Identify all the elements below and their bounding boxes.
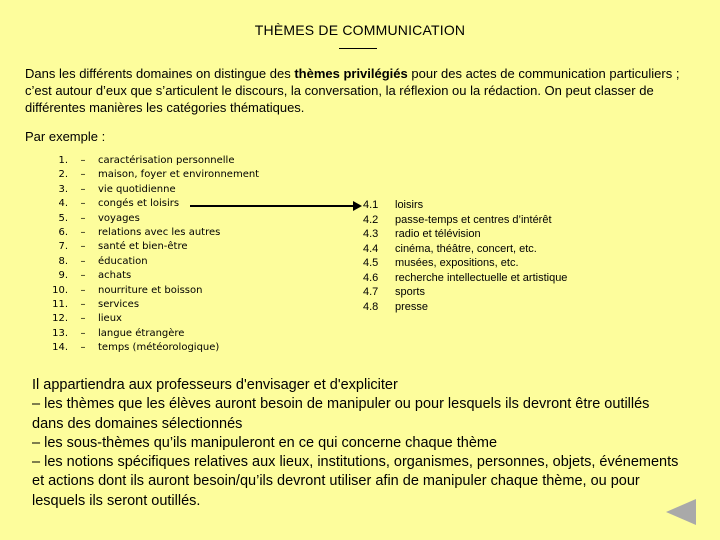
- theme-label: nourriture et boisson: [98, 284, 203, 296]
- example-label: Par exemple :: [25, 129, 106, 144]
- theme-label: caractérisation personnelle: [98, 155, 235, 166]
- subtheme-number: 4.1: [363, 199, 379, 211]
- subtheme-item: [363, 300, 567, 315]
- subtheme-label: presse: [395, 300, 429, 313]
- subtheme-label: cinéma, théâtre, concert, etc.: [395, 242, 537, 255]
- theme-label: langue étrangère: [98, 327, 185, 339]
- theme-number: 6.: [58, 226, 68, 238]
- theme-item: [40, 327, 259, 341]
- theme-label: relations avec les autres: [98, 226, 221, 238]
- theme-item: [40, 341, 259, 355]
- subtheme-item: [363, 285, 567, 300]
- subtheme-label: radio et télévision: [395, 228, 481, 240]
- theme-number: 10.: [52, 284, 68, 296]
- intro-text-after: pour des actes de communication particuliers ; c’est autour d’eux que s’articulent le discours, la conversation, la réflexion ou la rédaction. On peut classer de différentes manières les catégories thématiques.: [25, 66, 680, 115]
- theme-dash: –: [80, 183, 86, 195]
- theme-dash: –: [80, 241, 86, 253]
- theme-dash: –: [80, 198, 86, 210]
- theme-item: [40, 312, 259, 326]
- theme-number: 11.: [52, 298, 68, 310]
- theme-item: [40, 168, 259, 182]
- theme-dash: –: [80, 155, 86, 166]
- title-underline: [339, 48, 377, 49]
- conclusion-line: – les notions spécifiques relatives aux lieux, institutions, organismes, personnes, objets, événements et actions dont ils auront besoin/qu’ils devront utiliser afin de manipuler chaque thème, ou pour lesquels ils seront outillés.: [32, 454, 679, 509]
- theme-label: congés et loisirs: [98, 198, 180, 210]
- subtheme-label: sports: [395, 286, 425, 298]
- subtheme-item: [363, 227, 567, 242]
- back-arrow-icon[interactable]: [666, 499, 696, 525]
- theme-label: vie quotidienne: [98, 183, 176, 195]
- subtheme-label: musées, expositions, etc.: [395, 257, 519, 269]
- theme-item: [40, 226, 259, 240]
- subtheme-item: [363, 256, 567, 271]
- theme-number: 8.: [58, 255, 68, 267]
- conclusion-line: – les thèmes que les élèves auront besoin de manipuler ou pour lesquels ils devront être outillés dans des domaines sélectionnés: [32, 396, 650, 432]
- subtheme-number: 4.6: [363, 271, 379, 284]
- theme-label: éducation: [98, 255, 148, 267]
- theme-number: 14.: [52, 342, 68, 354]
- subtheme-number: 4.2: [363, 213, 379, 226]
- theme-item: [40, 154, 259, 168]
- theme-item: [40, 240, 259, 254]
- theme-dash: –: [80, 313, 86, 325]
- theme-number: 9.: [58, 270, 68, 282]
- intro-paragraph: [25, 65, 695, 116]
- theme-number: 3.: [58, 183, 68, 195]
- subtheme-number: 4.5: [363, 257, 379, 269]
- theme-dash: –: [80, 212, 86, 224]
- theme-dash: –: [80, 255, 86, 267]
- theme-label: achats: [98, 270, 132, 282]
- theme-label: lieux: [98, 313, 122, 325]
- intro-text-bold: thèmes privilégiés: [294, 66, 408, 81]
- conclusion-line: Il appartiendra aux professeurs d'envisager et d'expliciter: [32, 377, 398, 393]
- theme-dash: –: [80, 342, 86, 354]
- intro-text-before: Dans les différents domaines on distingue des: [25, 66, 295, 81]
- theme-number: 2.: [58, 169, 68, 181]
- subtheme-item: [363, 242, 567, 257]
- theme-dash: –: [80, 270, 86, 282]
- right-arrow-icon: [190, 200, 362, 212]
- theme-dash: –: [80, 284, 86, 296]
- theme-item: [40, 183, 259, 197]
- subtheme-item: [363, 213, 567, 228]
- theme-label: santé et bien-être: [98, 241, 188, 253]
- theme-label: voyages: [98, 212, 140, 224]
- theme-item: [40, 255, 259, 269]
- theme-dash: –: [80, 327, 86, 339]
- subtheme-number: 4.7: [363, 286, 379, 298]
- conclusion-paragraph: [32, 376, 682, 511]
- themes-list: [40, 154, 259, 355]
- theme-label: maison, foyer et environnement: [98, 169, 260, 181]
- theme-number: 13.: [52, 327, 68, 339]
- theme-item: [40, 284, 259, 298]
- theme-dash: –: [80, 169, 86, 181]
- theme-dash: –: [80, 226, 86, 238]
- theme-number: 12.: [52, 313, 68, 325]
- theme-number: 1.: [58, 155, 68, 166]
- theme-number: 5.: [58, 212, 68, 224]
- conclusion-line: – les sous-thèmes qu’ils manipuleront en ce qui concerne chaque thème: [32, 434, 498, 451]
- subtheme-label: recherche intellectuelle et artistique: [395, 271, 568, 284]
- theme-item: [40, 298, 259, 312]
- subtheme-number: 4.4: [363, 242, 379, 255]
- theme-number: 7.: [58, 241, 68, 253]
- subtheme-number: 4.8: [363, 300, 379, 313]
- theme-item: [40, 212, 259, 226]
- subtheme-number: 4.3: [363, 228, 379, 240]
- subtheme-item: [363, 271, 567, 286]
- page-title: THÈMES DE COMMUNICATION: [254, 22, 466, 38]
- subthemes-list: [363, 198, 567, 314]
- theme-label: temps (météorologique): [98, 342, 220, 354]
- subtheme-label: passe-temps et centres d’intérêt: [395, 213, 552, 226]
- theme-dash: –: [80, 298, 86, 310]
- theme-number: 4.: [58, 198, 68, 210]
- subtheme-label: loisirs: [395, 199, 424, 211]
- theme-item: [40, 269, 259, 283]
- theme-label: services: [98, 298, 140, 310]
- subtheme-item: [363, 198, 567, 213]
